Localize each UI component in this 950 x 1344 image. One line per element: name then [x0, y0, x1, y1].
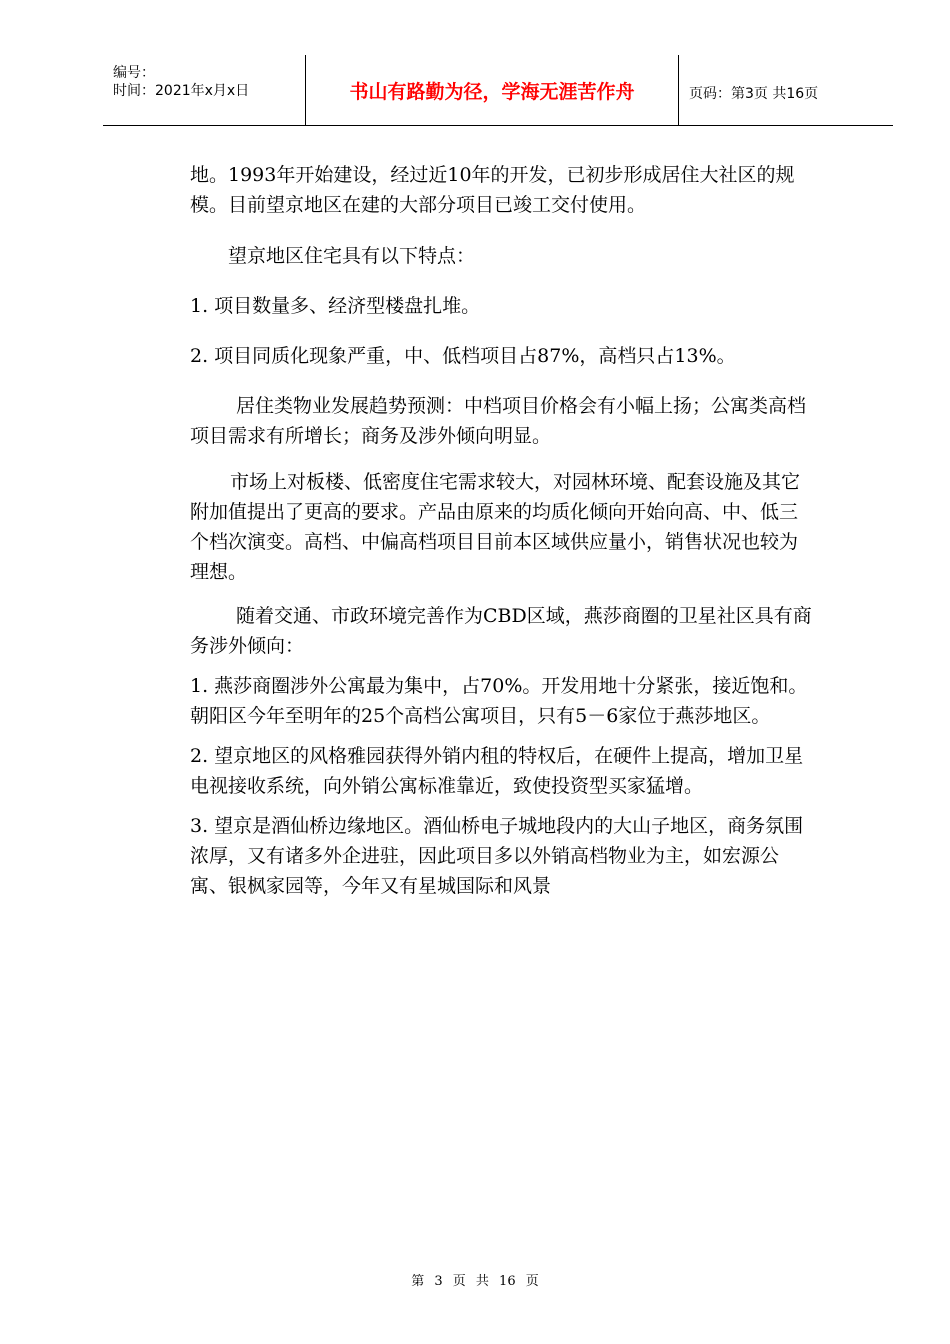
header-page-number: 页码：第3页 共16页: [689, 86, 819, 102]
list-item-1: 1. 项目数量多、经济型楼盘扎堆。: [190, 295, 481, 317]
document-number-label: 编号：: [113, 65, 155, 81]
page-footer: 第 3 页 共 16 页: [411, 1274, 539, 1289]
paragraph-2: 望京地区住宅具有以下特点：: [228, 245, 476, 267]
header-motto-cell: [306, 55, 679, 125]
document-body: [190, 160, 815, 901]
header-motto: 书山有路勤为径，学海无涯苦作舟: [349, 81, 635, 103]
paragraph-forecast: 居住类物业发展趋势预测：中档项目价格会有小幅上扬；公寓类高档项目需求有所增长；商务及涉外倾向明显。: [190, 395, 807, 447]
paragraph-1: 地。1993年开始建设，经过近10年的开发，已初步形成居住大社区的规模。目前望京地区在建的大部分项目已竣工交付使用。: [190, 164, 795, 216]
list-item-yansha: 1. 燕莎商圈涉外公寓最为集中，占70%。开发用地十分紧张，接近饱和。朝阳区今年至明年的25个高档公寓项目，只有5－6家位于燕莎地区。: [190, 675, 808, 727]
page-header: [103, 55, 893, 126]
paragraph-cbd: 随着交通、市政环境完善作为CBD区域，燕莎商圈的卫星社区具有商务涉外倾向：: [190, 605, 812, 657]
header-meta-cell: [103, 55, 306, 125]
paragraph-market: 市场上对板楼、低密度住宅需求较大，对园林环境、配套设施及其它附加值提出了更高的要求。产品由原来的均质化倾向开始向高、中、低三个档次演变。高档、中偏高档项目目前本区域供应量小，销售状况也较为理想。: [190, 471, 801, 583]
header-page-cell: [679, 55, 893, 125]
list-item-jiuxianqiao: 3. 望京是酒仙桥边缘地区。酒仙桥电子城地段内的大山子地区，商务氛围浓厚，又有诸多外企进驻，因此项目多以外销高档物业为主，如宏源公寓、银枫家园等，今年又有星城国际和风景: [190, 815, 804, 897]
document-date: 时间：2021年x月x日: [113, 83, 250, 99]
list-item-2: 2. 项目同质化现象严重，中、低档项目占87%，高档只占13%。: [190, 345, 736, 367]
list-item-wangjing: 2. 望京地区的风格雅园获得外销内租的特权后，在硬件上提高，增加卫星电视接收系统，向外销公寓标准靠近，致使投资型买家猛增。: [190, 745, 804, 797]
